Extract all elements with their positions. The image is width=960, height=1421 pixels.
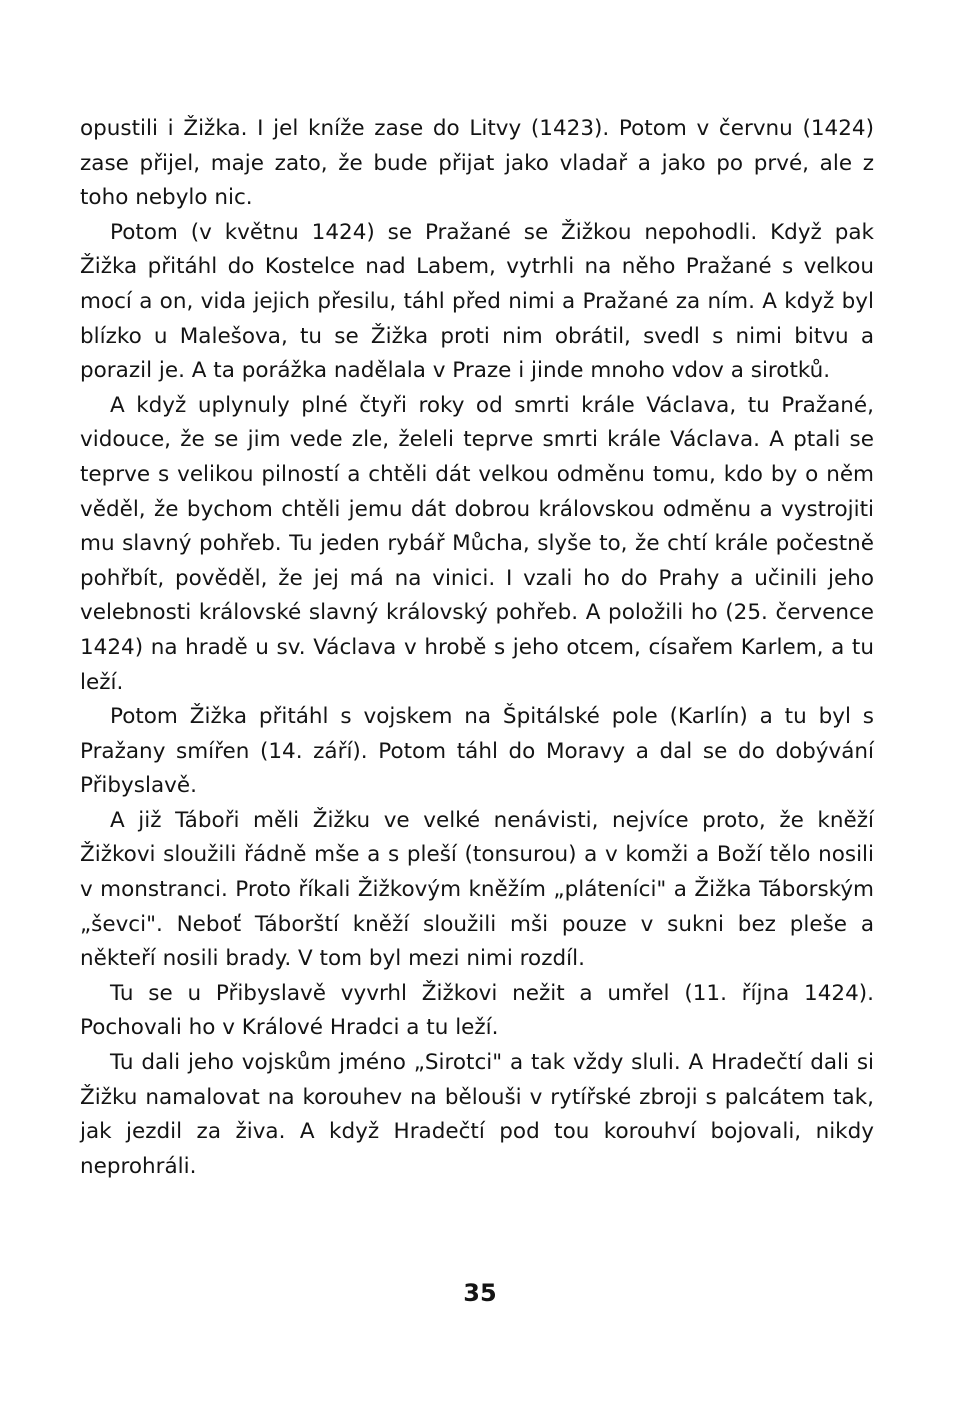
paragraph-4: Potom Žižka přitáhl s vojskem na Špitálské pole (Karlín) a tu byl s Pražany smířen (14. září). Potom táhl do Moravy a dal se do dobývání Přibyslavě.	[80, 704, 874, 799]
paragraph-3: A když uplynuly plné čtyři roky od smrti krále Václava, tu Pražané, vidouce, že se jim vede zle, želeli teprve smrti krále Václava. A ptali se teprve s velikou pilností a chtěli dát velkou odměnu tomu, kdo by o něm věděl, že bychom chtěli jemu dát dobrou královskou odměnu a vystrojiti mu slavný pohřeb. Tu jeden rybář Můcha, slyše to, že chtí krále počestně pohřbít, pověděl, že jej má na vinici. I vzali ho do Prahy a učinili jeho velebnosti královské slavný královský pohřeb. A položili ho (25. července 1424) na hradě u sv. Václava v hrobě s jeho otcem, císařem Karlem, a tu leží.	[80, 392, 874, 695]
page-body	[80, 112, 874, 1184]
page-number: 35	[463, 1279, 497, 1307]
paragraph-6: Tu se u Přibyslavě vyvrhl Žižkovi nežit a umřel (11. října 1424). Pochovali ho v Králové Hradci a tu leží.	[80, 980, 874, 1041]
paragraph-1: opustili i Žižka. I jel kníže zase do Litvy (1423). Potom v červnu (1424) zase přijel, maje zato, že bude přijat jako vladař a jako po prvé, ale z toho nebylo nic.	[80, 116, 874, 211]
paragraph-7: Tu dali jeho vojskům jméno „Sirotci" a tak vždy sluli. A Hradečtí dali si Žižku namalovat na korouhev na bělouši v rytířské zbroji s palcátem tak, jak jezdil za živa. A když Hradečtí pod tou korouhví bojovali, nikdy neprohráli.	[80, 1050, 874, 1179]
paragraph-2: Potom (v květnu 1424) se Pražané se Žižkou nepohodli. Když pak Žižka přitáhl do Kostelce nad Labem, vytrhli na něho Pražané s velkou mocí a on, vida jejich přesilu, táhl před nimi a Pražané za ním. A když byl blízko u Malešova, tu se Žižka proti nim obrátil, svedl s nimi bitvu a porazil je. A ta porážka nadělala v Praze i jinde mnoho vdov a sirotků.	[80, 219, 874, 384]
paragraph-5: A již Táboři měli Žižku ve velké nenávisti, nejvíce proto, že kněží Žižkovi sloužili řádně mše a s pleší (tonsurou) a v komži a Boží tělo nosili v monstranci. Proto říkali Žižkovým kněžím „pláteníci" a Žižka Táborským „ševci". Neboť Táborští kněží sloužili mši pouze v sukni bez pleše a někteří nosili brady. V tom byl mezi nimi rozdíl.	[80, 807, 874, 972]
